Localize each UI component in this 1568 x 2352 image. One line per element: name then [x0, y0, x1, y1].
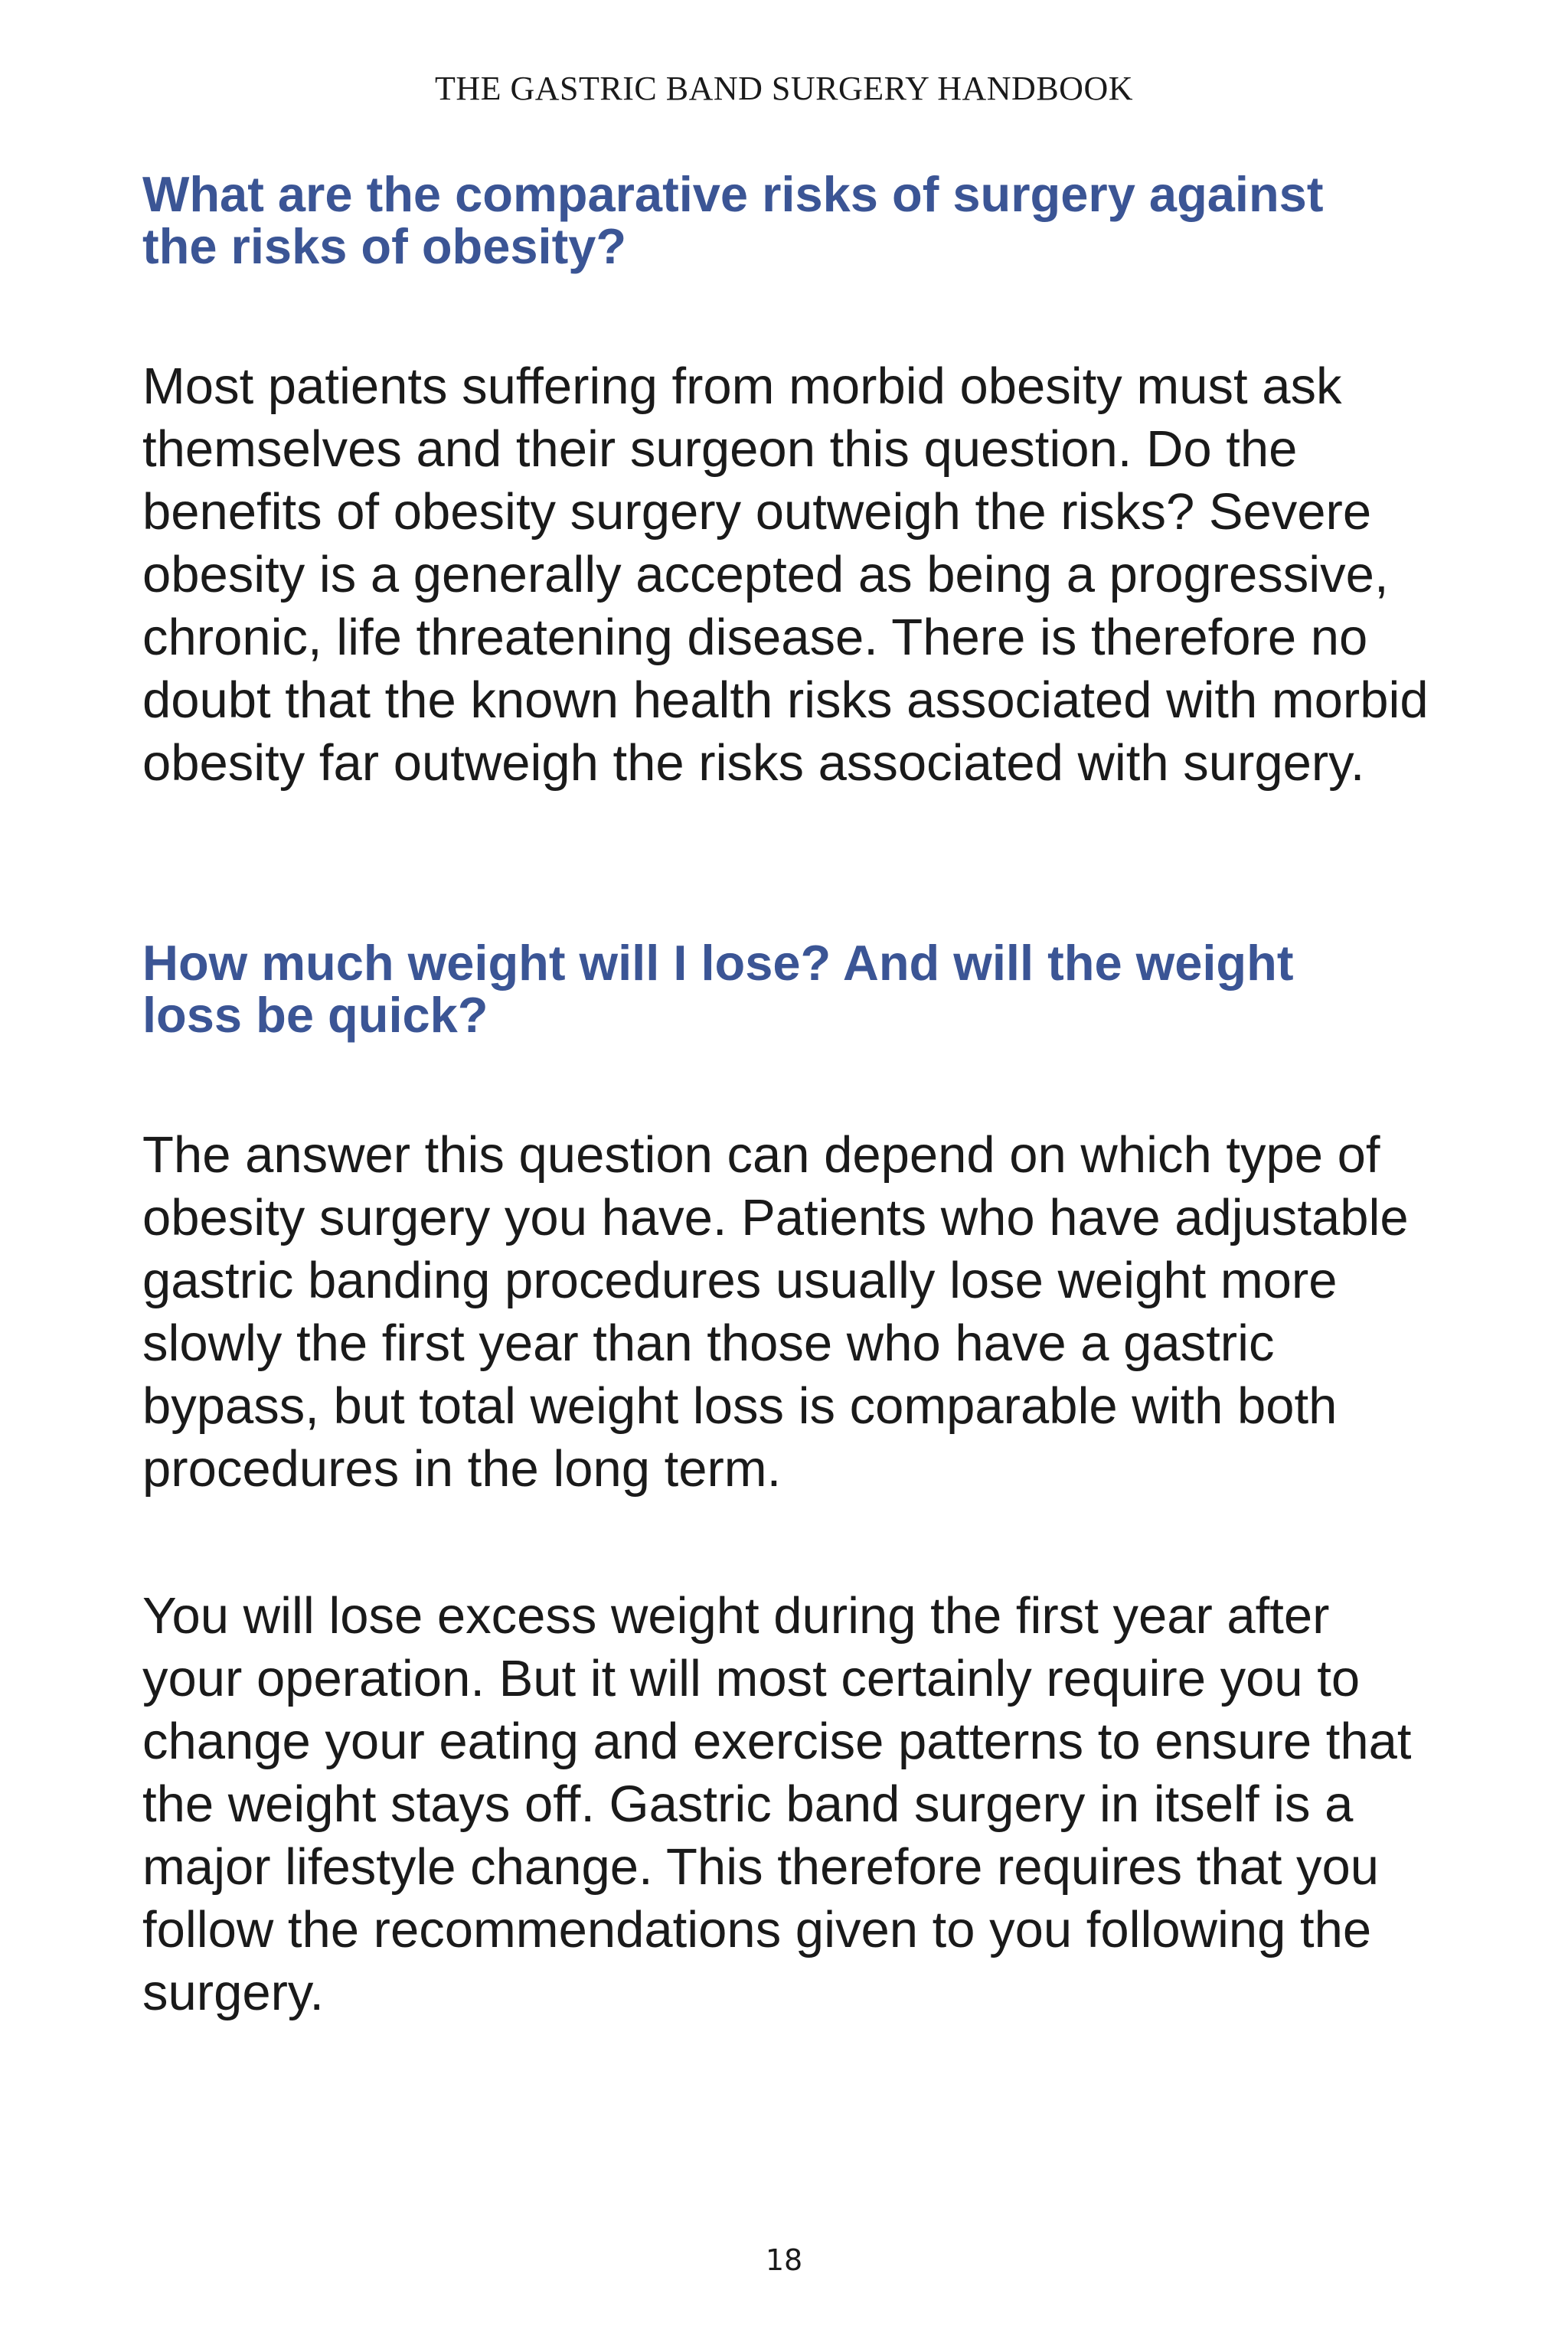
paragraph-weight-loss-by-procedure: The answer this question can depend on which type of obesity surgery you have. Patients who have adjustable gastric banding procedures usually lose weight more slowly the first year than those who have a gastric bypass, but total weight loss is comparable with both procedures in the long term. [142, 1126, 1409, 1498]
page-content [142, 161, 1459, 2024]
paragraph-lifestyle-change: You will lose excess weight during the first year after your operation. But it will most certainly require you to change your eating and exercise patterns to ensure that the weight stays off. Gastric band surgery in itself is a major lifestyle change. This therefore requires that you follow the recommendations given to you following the surgery. [142, 1587, 1412, 2021]
running-header: THE GASTRIC BAND SURGERY HANDBOOK [434, 70, 1134, 107]
section-heading-weight-loss: How much weight will I lose? And will the weight loss be quick? [142, 935, 1294, 1043]
section-heading-comparative-risks: What are the comparative risks of surgery against the risks of obesity? [142, 166, 1324, 274]
page-number: 18 [765, 2243, 803, 2277]
paragraph-risks-of-obesity: Most patients suffering from morbid obesity must ask themselves and their surgeon this question. Do the benefits of obesity surgery outweigh the risks? Severe obesity is a generally accepted as being a progressive, chronic, life threatening disease. There is therefore no doubt that the known health risks associated with morbid obesity far outweigh the risks associated with surgery. [142, 358, 1429, 792]
